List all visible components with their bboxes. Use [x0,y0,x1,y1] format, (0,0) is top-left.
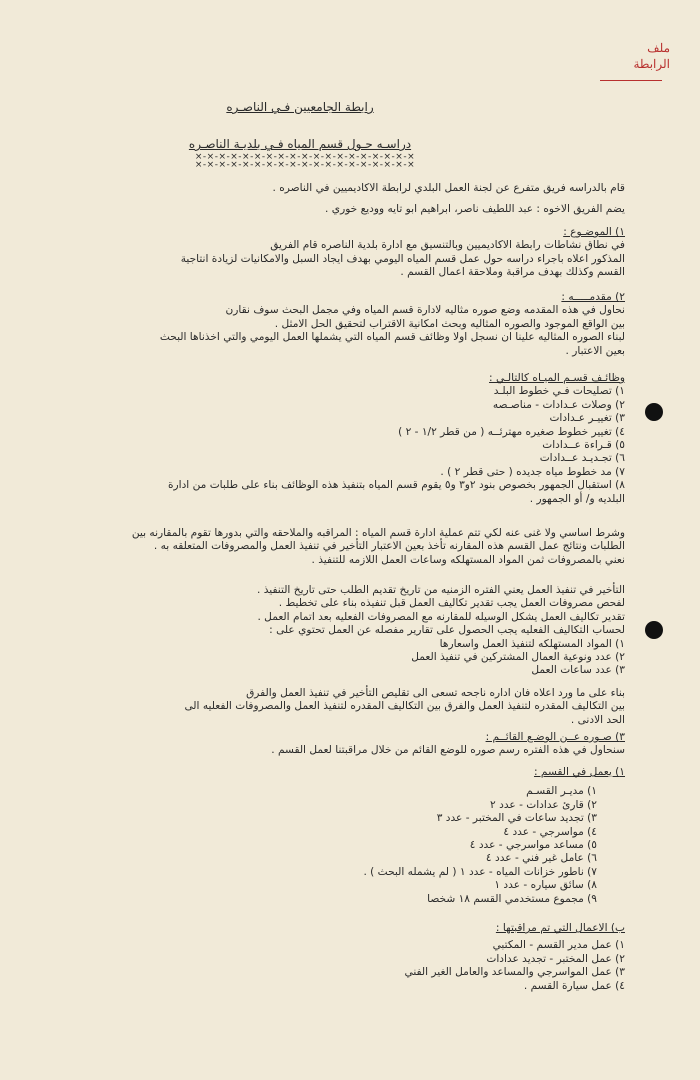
intro-paragraph: قام بالدراسه فريق متفرع عن لجنة العمل البلدي لرابطة الاكاديميين في الناصره . يضم الفريق الاخوه : عبد اللطيف ناصر، ابراهيم ابو تايه ووديع خوري . [272,182,625,216]
list-item: ٤) مواسرجي - عدد ٤ [503,825,597,838]
list-item: ١) عمل مدير القسم - المكتبي [492,939,625,952]
stamp-underline [600,80,662,81]
list-item: ٩) مجموع مستخدمي القسم ١٨ شخصا [427,892,597,905]
punch-hole-top [645,403,663,421]
list-item: ٣) تغييـر عـدادات [549,412,625,425]
list-item: ٤) عمل سيارة القسم . [523,979,625,992]
list-item: ٢) عدد ونوعية العمال المشتركين في تنفيذ العمل [411,651,625,664]
staff-heading: ١) يعمل في القسم : [533,766,625,778]
list-item: ٣) عمل المواسرجي والمساعد والعامل الغير الفني [404,966,625,979]
list-item: ١) مديـر القسـم [526,785,597,798]
costs-paragraph: التأخير في تنفيذ العمل يعني الفتره الزمنيه من تاريخ تقديم الطلب حتى تاريخ التنفيذ . لفحص مصروفات العمل يجب تقدير تكاليف العمل قبل تنفيذه بناء على تخطيط . تقدير تكاليف العمل يشكل الوسيله للمقارنه مع المصروفات الفعليه بعد اتمام العمل . لحساب التكاليف الفعليه يجب الحصول على تقارير مفصله عن العمل تحتوي على : ١) المواد المستهلكه لتنفيذ العمل واسعارها ٢) عدد ونوعية العمال المشتركين في تنفيذ العمل ٣) عدد ساعات العمل [30,584,625,678]
section-subject: ١) الموضـوع : في نطاق نشاطات رابطة الاكاديميين وبالتنسيق مع ادارة بلدية الناصره قام الفريق المذكور اعلاه باجراء دراسه حول عمل قسم المياه اليومي بهدف ايجاد السبل والامكانيات لزيادة انتاجية القسم وكذلك بهدف مراقبة وملاحقة اعمال القسم . [30,226,625,280]
water-dept-tasks [30,372,625,506]
list-item: ٢) قارئ عدادات - عدد ٢ [490,798,597,811]
list-item: ٧) مد خطوط مياه جديده ( حتى قطر ٢ ) . [440,465,625,478]
list-item: ٨) سائق سياره - عدد ١ [494,879,597,892]
section-heading: ٢) مقدمـــــه : [561,291,625,303]
punch-hole-bottom [645,621,663,639]
separator-line-2: ×-×-×-×-×-×-×-×-×-×-×-×-×-×-×-×-×-×-× [194,160,416,170]
monitored-heading: ب) الاعمال التي تم مراقبتها : [495,922,625,934]
management-paragraph: بناء على ما ورد اعلاه فان اداره ناجحه تسعى الى تقليص التأخير في تنفيذ العمل والفرق بين التكاليف المقدره لتنفيذ العمل والفرق بين التكاليف المقدره لتنفيذ العمل والمصروفات الفعليه الى الحد الادنى . [184,687,625,726]
list-item: ١) تصليحات فـي خطوط البلـد [493,385,625,398]
section-heading: ٣) صـوره عــن الوضـع القائــم : [485,731,625,743]
document-subtitle: دراسـه حـول قسم المياه فـي بلديـة الناصـره [188,137,412,151]
list-item: ٢) وصلات عـدادات - مناصـصه [492,398,625,411]
monitoring-paragraph: وشرط اساسي ولا غنى عنه لكي تتم عملية ادارة قسم المياه : المراقبه والملاحقه والتي بدورها تقوم بالمقارنه بين الطلبات ونتائج عمل القسم هذه المقارنه تأخذ بعين الاعتبار التأخير في تنفيذ العمل والمصروفات المتعلقه به . نعني بالمصروفات ثمن المواد المستهلكه وساعات العمل اللازمه للتنفيذ . [131,527,625,566]
monitored-works-section [30,922,625,993]
section-heading: ١) الموضـوع : [563,226,625,238]
file-stamp: ملف الرابطة [633,41,670,71]
section-introduction: ٢) مقدمـــــه : نحاول في هذه المقدمه وضع صوره مثاليه لادارة قسم المياه وفي مجمل البحث سوف نقارن بين الواقع الموجود والصوره المثاليه وبحث امكانية الاقتراب لتحقيق الحل الامثل . لبناء الصوره المثاليه علينا ان نسجل اولا وظائف قسم المياه التي يشملها العمل اليومي والتي اخذناها البحث بعين الاعتبار . [30,291,625,358]
list-item: ٤) تغيير خطوط صغيره مهترئــه ( من قطر ١/٢ - ٢ ) [398,425,625,438]
list-item: ٦) تجـديـد عــدادات [539,452,625,465]
separator-line-1: ×-×-×-×-×-×-×-×-×-×-×-×-×-×-×-×-×-×-× [194,152,416,162]
list-item: ٣) عدد ساعات العمل [531,664,625,677]
list-item: البلديه و/ أو الجمهور . [529,492,625,505]
list-item: ٢) عمل المختبر - تجديد عدادات [486,952,625,965]
current-situation-section: ٣) صـوره عــن الوضـع القائــم : سنحاول في هذه الفتره رسم صوره للوضع القائم من خلال مراقبتنا لعمل القسم . [30,731,625,758]
list-item: ٧) ناطور خزانات المياه - عدد ١ ( لم يشمله البحث ) . [363,865,597,878]
document-title: رابطة الجامعيين فـي الناصـره [226,100,374,114]
list-item: ٥) قـراءة عــدادات [542,439,625,452]
list-item: ١) المواد المستهلكه لتنفيذ العمل واسعارها [439,637,625,650]
list-item: ٦) عامل غير فني - عدد ٤ [485,852,597,865]
list-item: ٣) تجديد ساعات في المختبر - عدد ٣ [436,812,597,825]
staff-section [30,766,625,906]
tasks-heading: وظائـف قسـم الميـاه كالتالـي : [489,372,625,384]
list-item: ٨) استقبال الجمهور بخصوص بنود ٢و٣ و٥ يقوم قسم المياه بتنفيذ هذه الوظائف بناء على طلبات من ادارة [167,479,625,492]
list-item: ٥) مساعد مواسرجي - عدد ٤ [469,839,597,852]
